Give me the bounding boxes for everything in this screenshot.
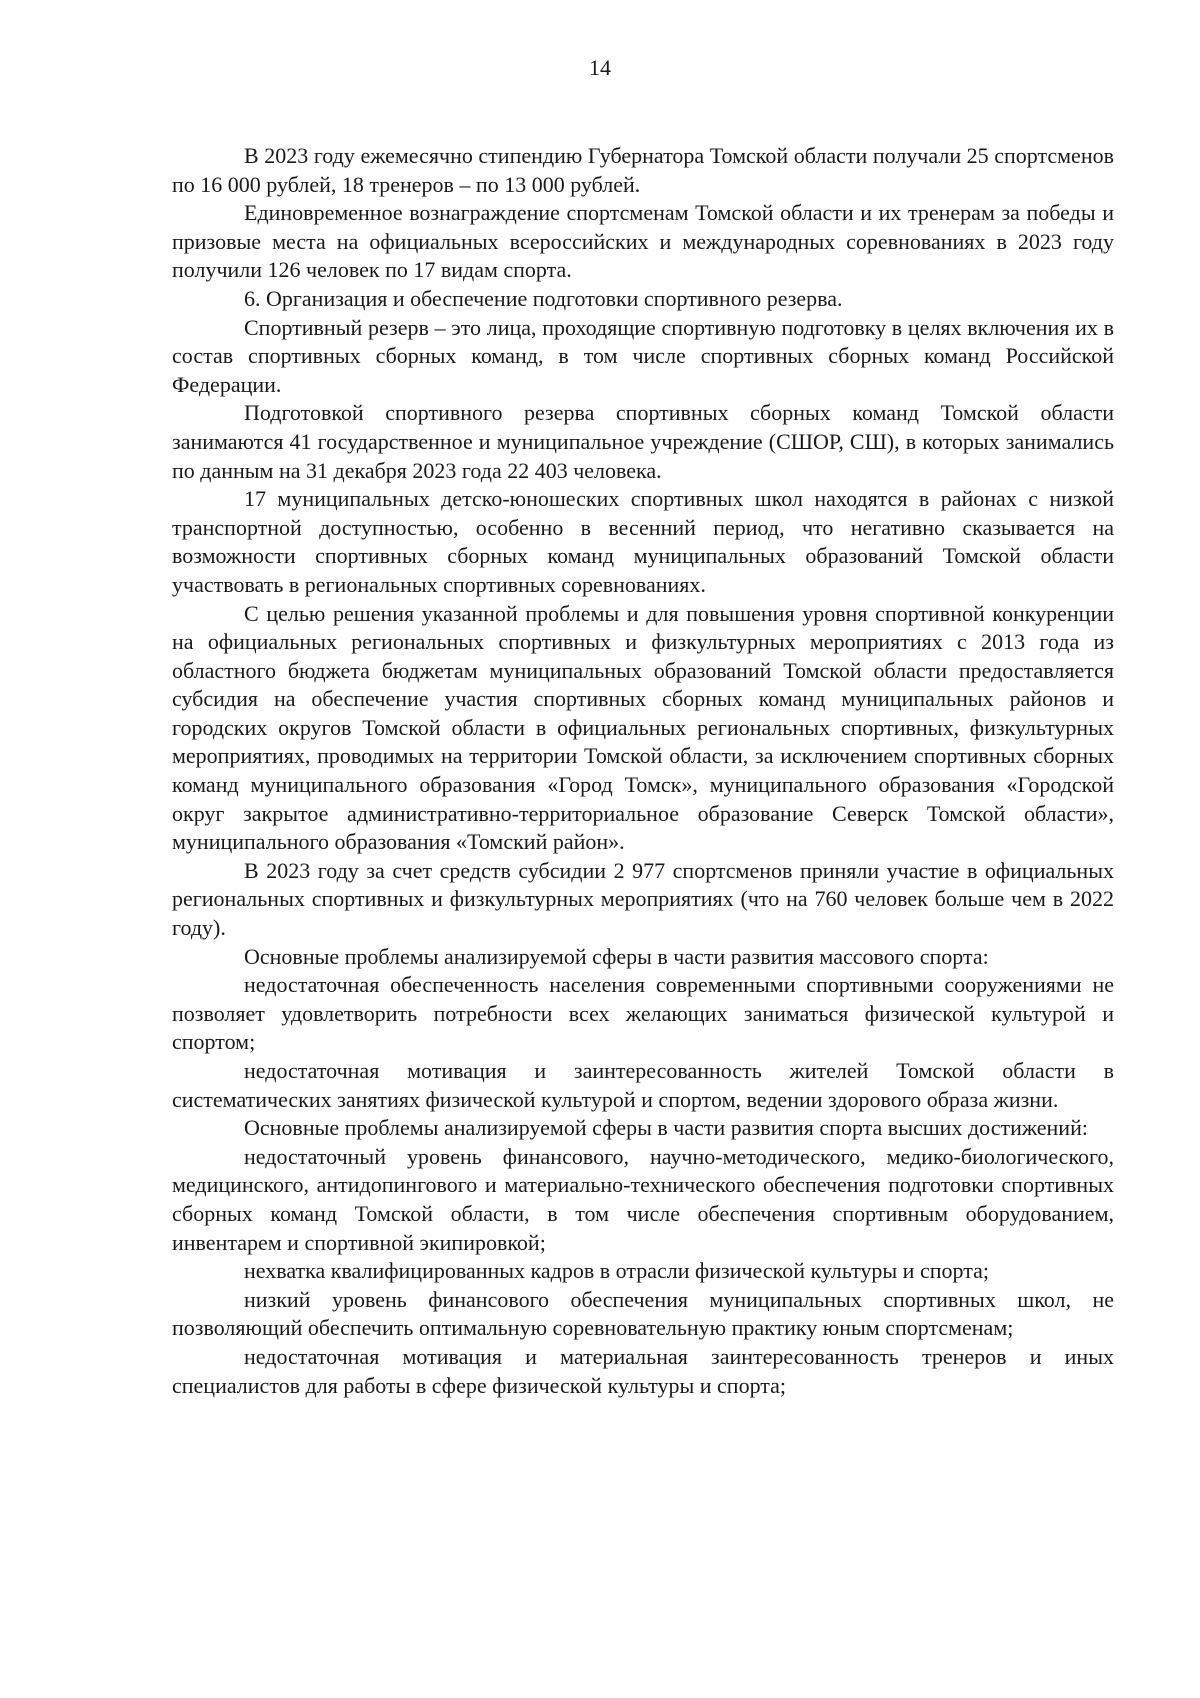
paragraph-municipal-schools: 17 муниципальных детско-юношеских спортивных школ находятся в районах с низкой транспортной доступностью, особенно в весенний период, что негативно сказывается на возможности спортивных сборных команд муниципальных образований Томской области участвовать в региональных спортивных соревнованиях. xyxy=(172,486,1114,597)
paragraph-one-time-award: Единовременное вознаграждение спортсменам Томской области и их тренерам за победы и призовые места на официальных всероссийских и международных соревнованиях в 2023 году получили 126 человек по 17 видам спорта. xyxy=(172,200,1114,283)
paragraph-subsidy-results: В 2023 году за счет средств субсидии 2 977 спортсменов приняли участие в официальных региональных спортивных и физкультурных мероприятиях (что на 760 человек больше чем в 2022 году). xyxy=(172,857,1114,941)
paragraph-facilities-problem: недостаточная обеспеченность населения современными спортивными сооружениями не позволяет удовлетворить потребности всех желающих заниматься физической культурой и спортом; xyxy=(172,972,1114,1055)
paragraph-motivation-problem: недостаточная мотивация и заинтересованность жителей Томской области в систематических занятиях физической культурой и спортом, ведении здорового образа жизни. xyxy=(172,1058,1114,1112)
page-number: 14 xyxy=(589,55,611,80)
paragraph-section-6-heading: 6. Организация и обеспечение подготовки спортивного резерва. xyxy=(244,285,843,311)
paragraph-scholarships: В 2023 году ежемесячно стипендию Губернатора Томской области получали 25 спортсменов по 16 000 рублей, 18 тренеров – по 13 000 рублей. xyxy=(172,143,1114,197)
paragraph-staff-shortage: нехватка квалифицированных кадров в отрасли физической культуры и спорта; xyxy=(244,1258,989,1284)
paragraph-elite-sport-problems: Основные проблемы анализируемой сферы в части развития спорта высших достижений: xyxy=(244,1115,1088,1141)
paragraph-subsidy: С целью решения указанной проблемы и для повышения уровня спортивной конкуренции на официальных региональных спортивных и физкультурных мероприятиях с 2013 года из областного бюджета бюджетам муниципальных образований Томской области предоставляется субсидия на обеспечение участия спортивных сборных команд муниципальных районов и городских округов Томской области в официальных региональных спортивных, физкультурных мероприятиях, проводимых на территории Томской области, за исключением спортивных сборных команд муниципального образования «Город Томск», муниципального образования «Городской округ закрытое административно-территориальное образование Северск Томской области», муниципального образования «Томский район». xyxy=(172,600,1114,855)
paragraph-coach-motivation: недостаточная мотивация и материальная заинтересованность тренеров и иных специалистов для работы в сфере физической культуры и спорта; xyxy=(172,1343,1114,1398)
paragraph-reserve-institutions: Подготовкой спортивного резерва спортивных сборных команд Томской области занимаются 41 государственное и муниципальное учреждение (СШОР, СШ), в которых занимались по данным на 31 декабря 2023 года 22 403 человека. xyxy=(172,400,1114,483)
paragraph-mass-sport-problems: Основные проблемы анализируемой сферы в части развития массового спорта: xyxy=(244,943,989,969)
paragraph-support-problem: недостаточный уровень финансового, научно-методического, медико-биологического, медицинского, антидопингового и материально-технического обеспечения подготовки спортивных сборных команд Томской области, в том числе обеспечения спортивным оборудованием, инвентарем и спортивной экипировкой; xyxy=(172,1143,1114,1255)
paragraph-school-funding: низкий уровень финансового обеспечения муниципальных спортивных школ, не позволяющий обеспечить оптимальную соревновательную практику юным спортсменам; xyxy=(172,1286,1114,1341)
document-body xyxy=(172,142,1114,1400)
paragraph-reserve-definition: Спортивный резерв – это лица, проходящие спортивную подготовку в целях включения их в состав спортивных сборных команд, в том числе спортивных сборных команд Российской Федерации. xyxy=(172,314,1114,397)
